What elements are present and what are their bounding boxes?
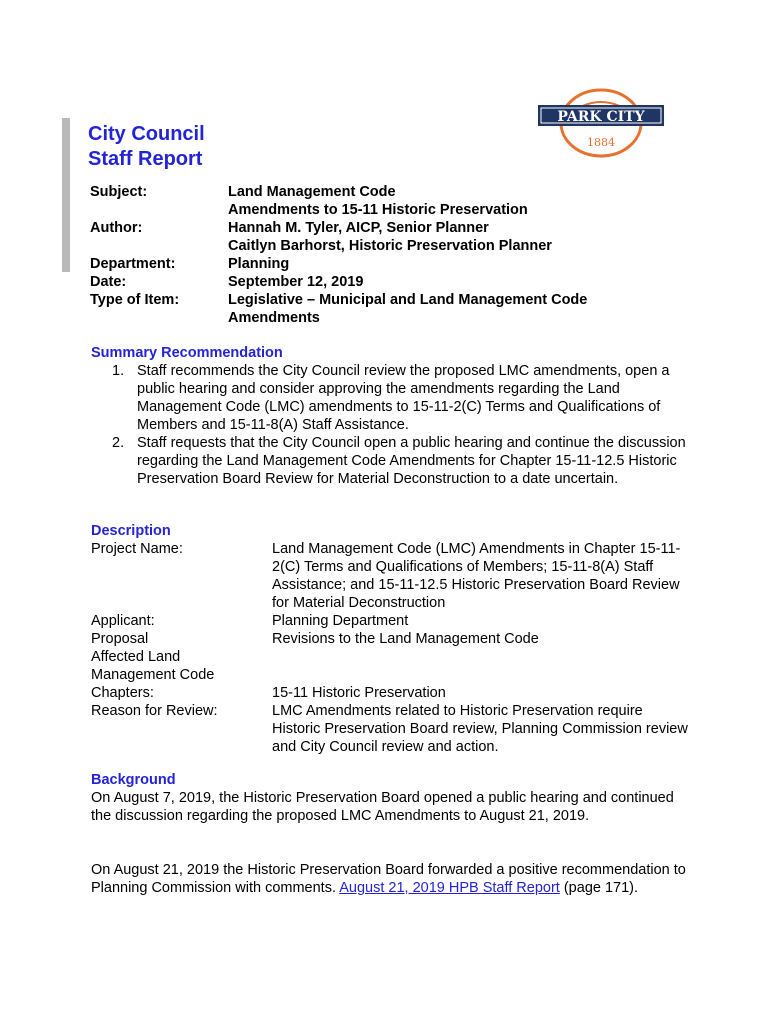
summary-item-text: Staff recommends the City Council review the proposed LMC amendments, open a public hearing and consider approving the amendments regarding the Land Management Code (LMC) amendments to 15-11-2(C) Terms and Qualifications of Members and 15-11-8(A) Staff Assistance. [137, 363, 670, 433]
background-paragraph-2-text: On August 21, 2019 the Historic Preservation Board forwarded a positive recommendation to Planning Commission with comments. [91, 862, 686, 896]
date-value: September 12, 2019 [228, 274, 364, 290]
applicant-value: Planning Department [272, 613, 409, 629]
date-label: Date: [90, 274, 127, 290]
project-name-label: Project Name: [91, 541, 183, 557]
proposal-value: Revisions to the Land Management Code [272, 631, 539, 647]
summary-heading: Summary Recommendation [91, 345, 283, 361]
report-title-line-2: Staff Report [88, 148, 203, 170]
summary-item [110, 362, 690, 434]
logo-name: PARK CITY [557, 109, 645, 125]
summary-item-text: Staff requests that the City Council open a public hearing and continue the discussion regarding the Land Management Code Amendments for Chapter 15-11-12.5 Historic Preservation Board Review for Material Deconstruction to a date uncertain. [137, 435, 686, 487]
author-value-line-1: Hannah M. Tyler, AICP, Senior Planner [228, 220, 489, 236]
report-title [88, 122, 205, 172]
header-accent-bar [62, 118, 70, 272]
reason-label: Reason for Review: [91, 703, 218, 719]
background-heading: Background [91, 772, 176, 788]
subject-label: Subject: [90, 184, 148, 200]
department-label: Department: [90, 256, 176, 272]
summary-item-number: 2. [112, 435, 125, 451]
background-paragraph-2-suffix: (page 171). [559, 880, 639, 896]
type-value-line-1: Legislative – Municipal and Land Management Code [228, 292, 588, 308]
author-value-line-2: Caitlyn Barhorst, Historic Preservation Planner [228, 238, 552, 254]
description-heading: Description [91, 523, 171, 539]
affected-chapters-value: 15-11 Historic Preservation [272, 685, 446, 701]
project-name-value: Land Management Code (LMC) Amendments in Chapter 15-11-2(C) Terms and Qualifications of Members; 15-11-8(A) Staff Assistance; and 15-11-12.5 Historic Preservation Board Review for Material Deconstruction [272, 541, 681, 611]
subject-value-line-2: Amendments to 15-11 Historic Preservation [228, 202, 528, 218]
summary-item [110, 434, 690, 488]
park-city-logo [534, 88, 668, 158]
department-value: Planning [228, 256, 290, 272]
subject-value-line-1: Land Management Code [228, 184, 396, 200]
type-label: Type of Item: [90, 292, 180, 308]
summary-item-number: 1. [112, 363, 125, 379]
logo-year: 1884 [587, 136, 615, 149]
proposal-label: Proposal [91, 631, 149, 647]
applicant-label: Applicant: [91, 613, 155, 629]
background-paragraph-2 [91, 861, 691, 897]
report-title-line-1: City Council [88, 123, 205, 145]
background-paragraph-1: On August 7, 2019, the Historic Preservation Board opened a public hearing and continued the discussion regarding the proposed LMC Amendments to August 21, 2019. [91, 790, 674, 824]
type-value-line-2: Amendments [228, 310, 320, 326]
reason-value: LMC Amendments related to Historic Preservation require Historic Preservation Board review, Planning Commission review and City Council review and action. [272, 703, 688, 755]
affected-chapters-label: Affected Land Management Code Chapters: [91, 649, 215, 701]
summary-list [110, 362, 690, 488]
hpb-staff-report-link[interactable]: August 21, 2019 HPB Staff Report [339, 880, 560, 896]
author-label: Author: [90, 220, 143, 236]
